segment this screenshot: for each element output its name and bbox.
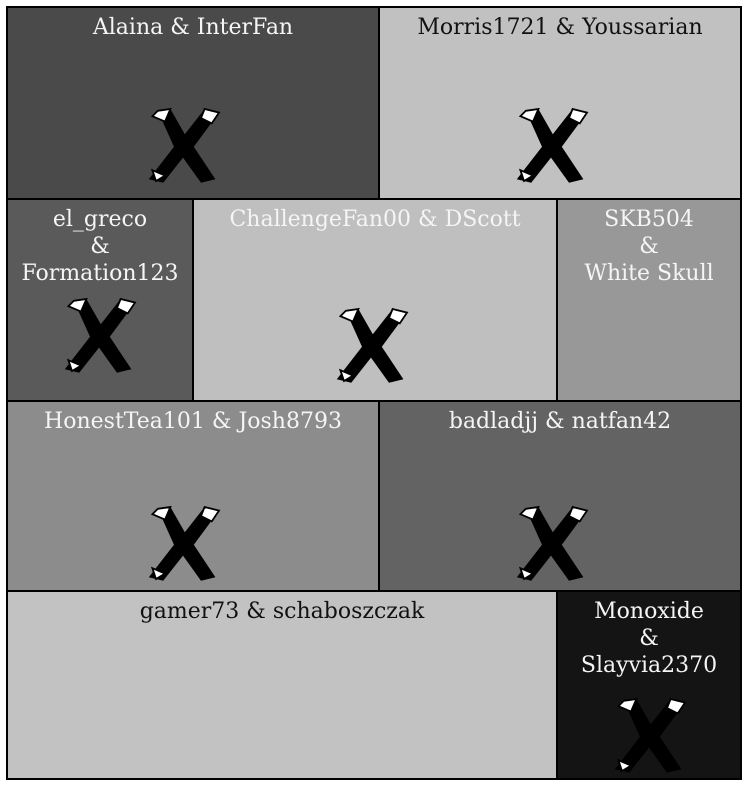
pair-tile-badladjj-natfan42[interactable]: [380, 402, 742, 592]
pair-label: Morris1721 & Youssarian: [417, 15, 703, 40]
pair-tile-alaina-interfan[interactable]: [8, 8, 380, 200]
pair-tile-el-greco-formation123[interactable]: [8, 200, 194, 402]
x-mark-icon: [506, 498, 596, 588]
x-mark-icon: [138, 498, 228, 588]
x-mark-icon: [138, 100, 228, 190]
x-mark-icon: [54, 290, 144, 380]
pair-label: Alaina & InterFan: [92, 15, 294, 40]
pair-label: Monoxide & Slayvia2370: [580, 599, 718, 678]
pair-label: el_greco & Formation123: [21, 207, 179, 286]
pair-tile-gamer73-schaboszczak[interactable]: [8, 592, 558, 780]
pair-label: HonestTea101 & Josh8793: [44, 409, 342, 434]
pair-tile-morris1721-youssarian[interactable]: [380, 8, 742, 200]
pair-tile-honesttea101-josh8793[interactable]: [8, 402, 380, 592]
x-mark-icon: [604, 690, 694, 780]
pair-tile-monoxide-slayvia2370[interactable]: [558, 592, 742, 780]
x-mark-icon: [506, 100, 596, 190]
x-mark-icon: [326, 300, 416, 390]
bracket-board: [6, 6, 742, 780]
pair-label: SKB504 & White Skull: [584, 207, 714, 286]
pair-tile-skb504-white-skull[interactable]: [558, 200, 742, 402]
pair-tile-challengefan00-dscott[interactable]: [194, 200, 558, 402]
pair-label: badladjj & natfan42: [448, 409, 672, 434]
pair-label: gamer73 & schaboszczak: [139, 599, 425, 624]
pair-label: ChallengeFan00 & DScott: [229, 207, 521, 232]
